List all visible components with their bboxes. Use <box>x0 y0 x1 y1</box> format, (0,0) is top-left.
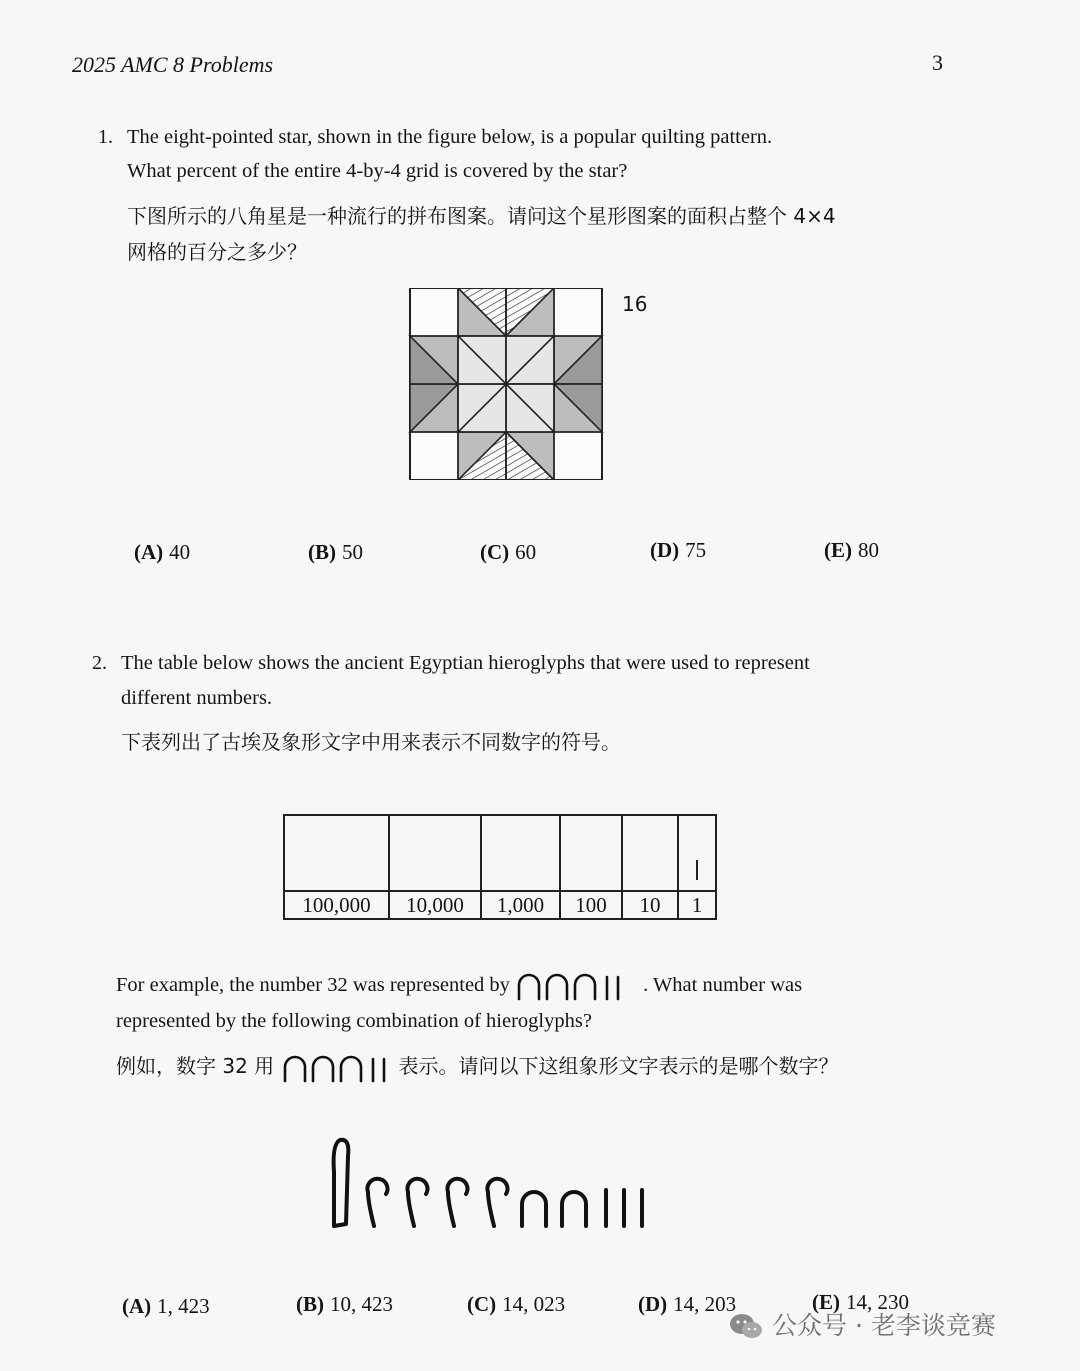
problem-1-choice-d[interactable]: (D) 75 <box>650 538 707 562</box>
value-cell: 100 <box>560 891 622 919</box>
problem-1-text-cn-line1: 下图所示的八角星是一种流行的拼布图案。请问这个星形图案的面积占整个 4×4 <box>127 204 836 228</box>
problem-2-example-en-line2: represented by the following combination of hieroglyphs? <box>116 1010 592 1032</box>
problem-2-choice-d[interactable]: (D) 14, 203 <box>638 1292 737 1316</box>
problem-1-number: 1. <box>98 126 113 148</box>
problem-2-choice-a[interactable]: (A) 1, 423 <box>122 1294 210 1318</box>
glyph-cell-10000 <box>389 815 481 891</box>
problem-2-choice-e[interactable]: (E) 14, 230 <box>812 1290 909 1314</box>
problem-1-choice-c[interactable]: (C) 60 <box>480 540 537 564</box>
handwritten-note: 16 <box>622 292 648 316</box>
problem-1-choice-e[interactable]: (E) 80 <box>824 538 879 562</box>
problem-2-example-cn: 例如，数字 32 用 表示。请问以下这组象形文字表示的是哪个数字？ <box>116 1048 839 1084</box>
star-quilt-figure <box>408 288 604 480</box>
value-cell: 10 <box>622 891 678 919</box>
problem-1-choice-a[interactable]: (A) 40 <box>134 540 191 564</box>
value-cell: 1,000 <box>481 891 560 919</box>
glyph-cell-10 <box>622 815 678 891</box>
value-cell: 1 <box>678 891 716 919</box>
glyph-cell-100000 <box>284 815 389 891</box>
page-header-title: 2025 AMC 8 Problems <box>72 52 274 77</box>
hieroglyph-row <box>284 815 716 891</box>
problem-1-text-en-line2: What percent of the entire 4-by-4 grid is covered by the star? <box>127 160 628 182</box>
example-32-hieroglyphs-icon <box>515 971 643 1001</box>
problem-1-text-cn-line2: 网格的百分之多少？ <box>127 240 307 264</box>
hieroglyph-table <box>283 814 717 920</box>
example-32-hieroglyphs-cn-icon <box>281 1053 399 1083</box>
problem-2-choice-c[interactable]: (C) 14, 023 <box>467 1292 566 1316</box>
problem-2-number: 2. <box>92 652 107 674</box>
problem-2-text-en-line1: The table below shows the ancient Egyptian hieroglyphs that were used to represent <box>121 652 810 674</box>
hieroglyph-combination-figure <box>322 1132 667 1232</box>
watermark: 公众号 · 老李谈竞赛 <box>728 1306 996 1342</box>
glyph-cell-100 <box>560 815 622 891</box>
problem-2-choice-b[interactable]: (B) 10, 423 <box>296 1292 393 1316</box>
value-row <box>284 891 716 919</box>
problem-1-text-en-line1: The eight-pointed star, shown in the figure below, is a popular quilting pattern. <box>127 126 773 148</box>
wechat-icon <box>728 1312 764 1342</box>
problem-1-choice-b[interactable]: (B) 50 <box>308 540 363 564</box>
problem-2-text-en-line2: different numbers. <box>121 687 273 709</box>
value-cell: 10,000 <box>389 891 481 919</box>
value-cell: 100,000 <box>284 891 389 919</box>
page-number: 3 <box>932 50 943 75</box>
problem-2-example-en-line1: For example, the number 32 was represented by . What number was <box>116 968 802 1002</box>
glyph-cell-1000 <box>481 815 560 891</box>
glyph-cell-1 <box>678 815 716 891</box>
stroke-glyph-icon <box>692 858 702 884</box>
problem-2-text-cn-line1: 下表列出了古埃及象形文字中用来表示不同数字的符号。 <box>121 730 621 754</box>
